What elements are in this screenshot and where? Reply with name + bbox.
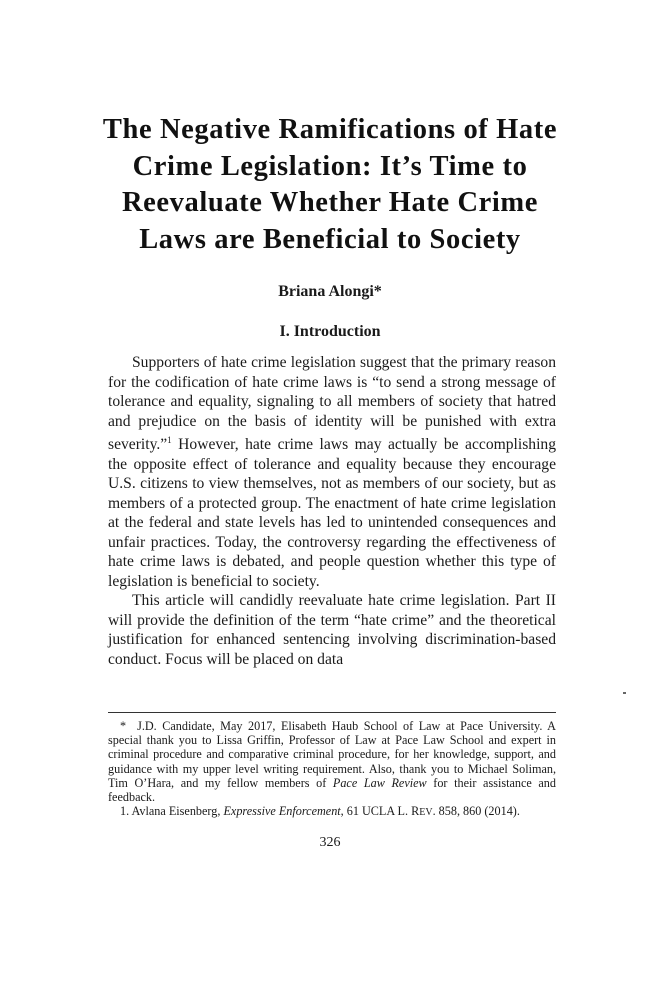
paragraph-1-text: Supporters of hate crime legislation suggest that the primary reason for the codification of hate crime laws is “to send a strong message of tolerance and equality, signaling to all members of society that hatred and prejudice on the basis of identity will be punished with extra severity.” [108,354,556,454]
footnote-1-cite-smallcaps: EV [419,807,433,819]
footnote-star-text: J.D. Candidate, May 2017, Elisabeth Haub School of Law at Pace University. A special thank you to Lissa Griffin, Professor of Law at Pace Law School and expert in criminal procedure and comparative criminal procedure, for her knowledge, support, and guidance with my upper level writing requirement. Also, thank you to Michael Soliman, Tim O’Hara, and my fellow members of [108,719,556,790]
paragraph-1-rest: However, hate crime laws may actually be accomplishing the opposite effect of tolerance and equality because they encourage U.S. citizens to view themselves, not as members of our society, but as members of a protected group. The enactment of hate crime legislation at the federal and state levels has led to unintended consequences and unfair practices. Today, the controversy regarding the effectiveness of hate crime laws is debated, and people question whether this type of legislation is beneficial to society. [108,436,556,590]
footnote-1-author: Avlana Eisenberg, [131,804,224,819]
footnote-marker-1: 1 [167,435,172,445]
footnote-1-marker: 1. [120,804,130,819]
footnotes [108,719,556,820]
footnote-star-end: for their assistance and feedback. [108,775,556,805]
footnote-1-cite-end: . 858, 860 (2014). [432,804,520,819]
stray-mark [623,692,626,694]
body-paragraph-2: This article will candidly reevaluate hate crime legislation. Part II will provide the definition of the term “hate crime” and the theoretical justification for enhanced sentencing involving discrimination-based conduct. Focus will be placed on data [108,592,556,668]
body-text [108,353,556,669]
body-paragraph-1 [108,353,556,591]
footnote-1 [108,804,556,820]
footnote-1-cite: , 61 UCLA L. R [340,804,420,819]
footnote-1-title: Expressive Enforcement [223,804,341,819]
section-heading: I. Introduction [279,323,381,340]
footnote-star-marker: * [120,719,127,733]
footnote-divider [108,712,556,713]
author-name: Briana Alongi* [278,283,382,300]
footnote-star [108,719,556,804]
article-title: The Negative Ramifications of Hate Crime Legislation: It’s Time to Reevaluate Whether Hate Crime Laws are Beneficial to Society [102,114,558,255]
footnote-star-journal: Pace Law Review [332,775,427,790]
page-number: 326 [319,835,341,850]
